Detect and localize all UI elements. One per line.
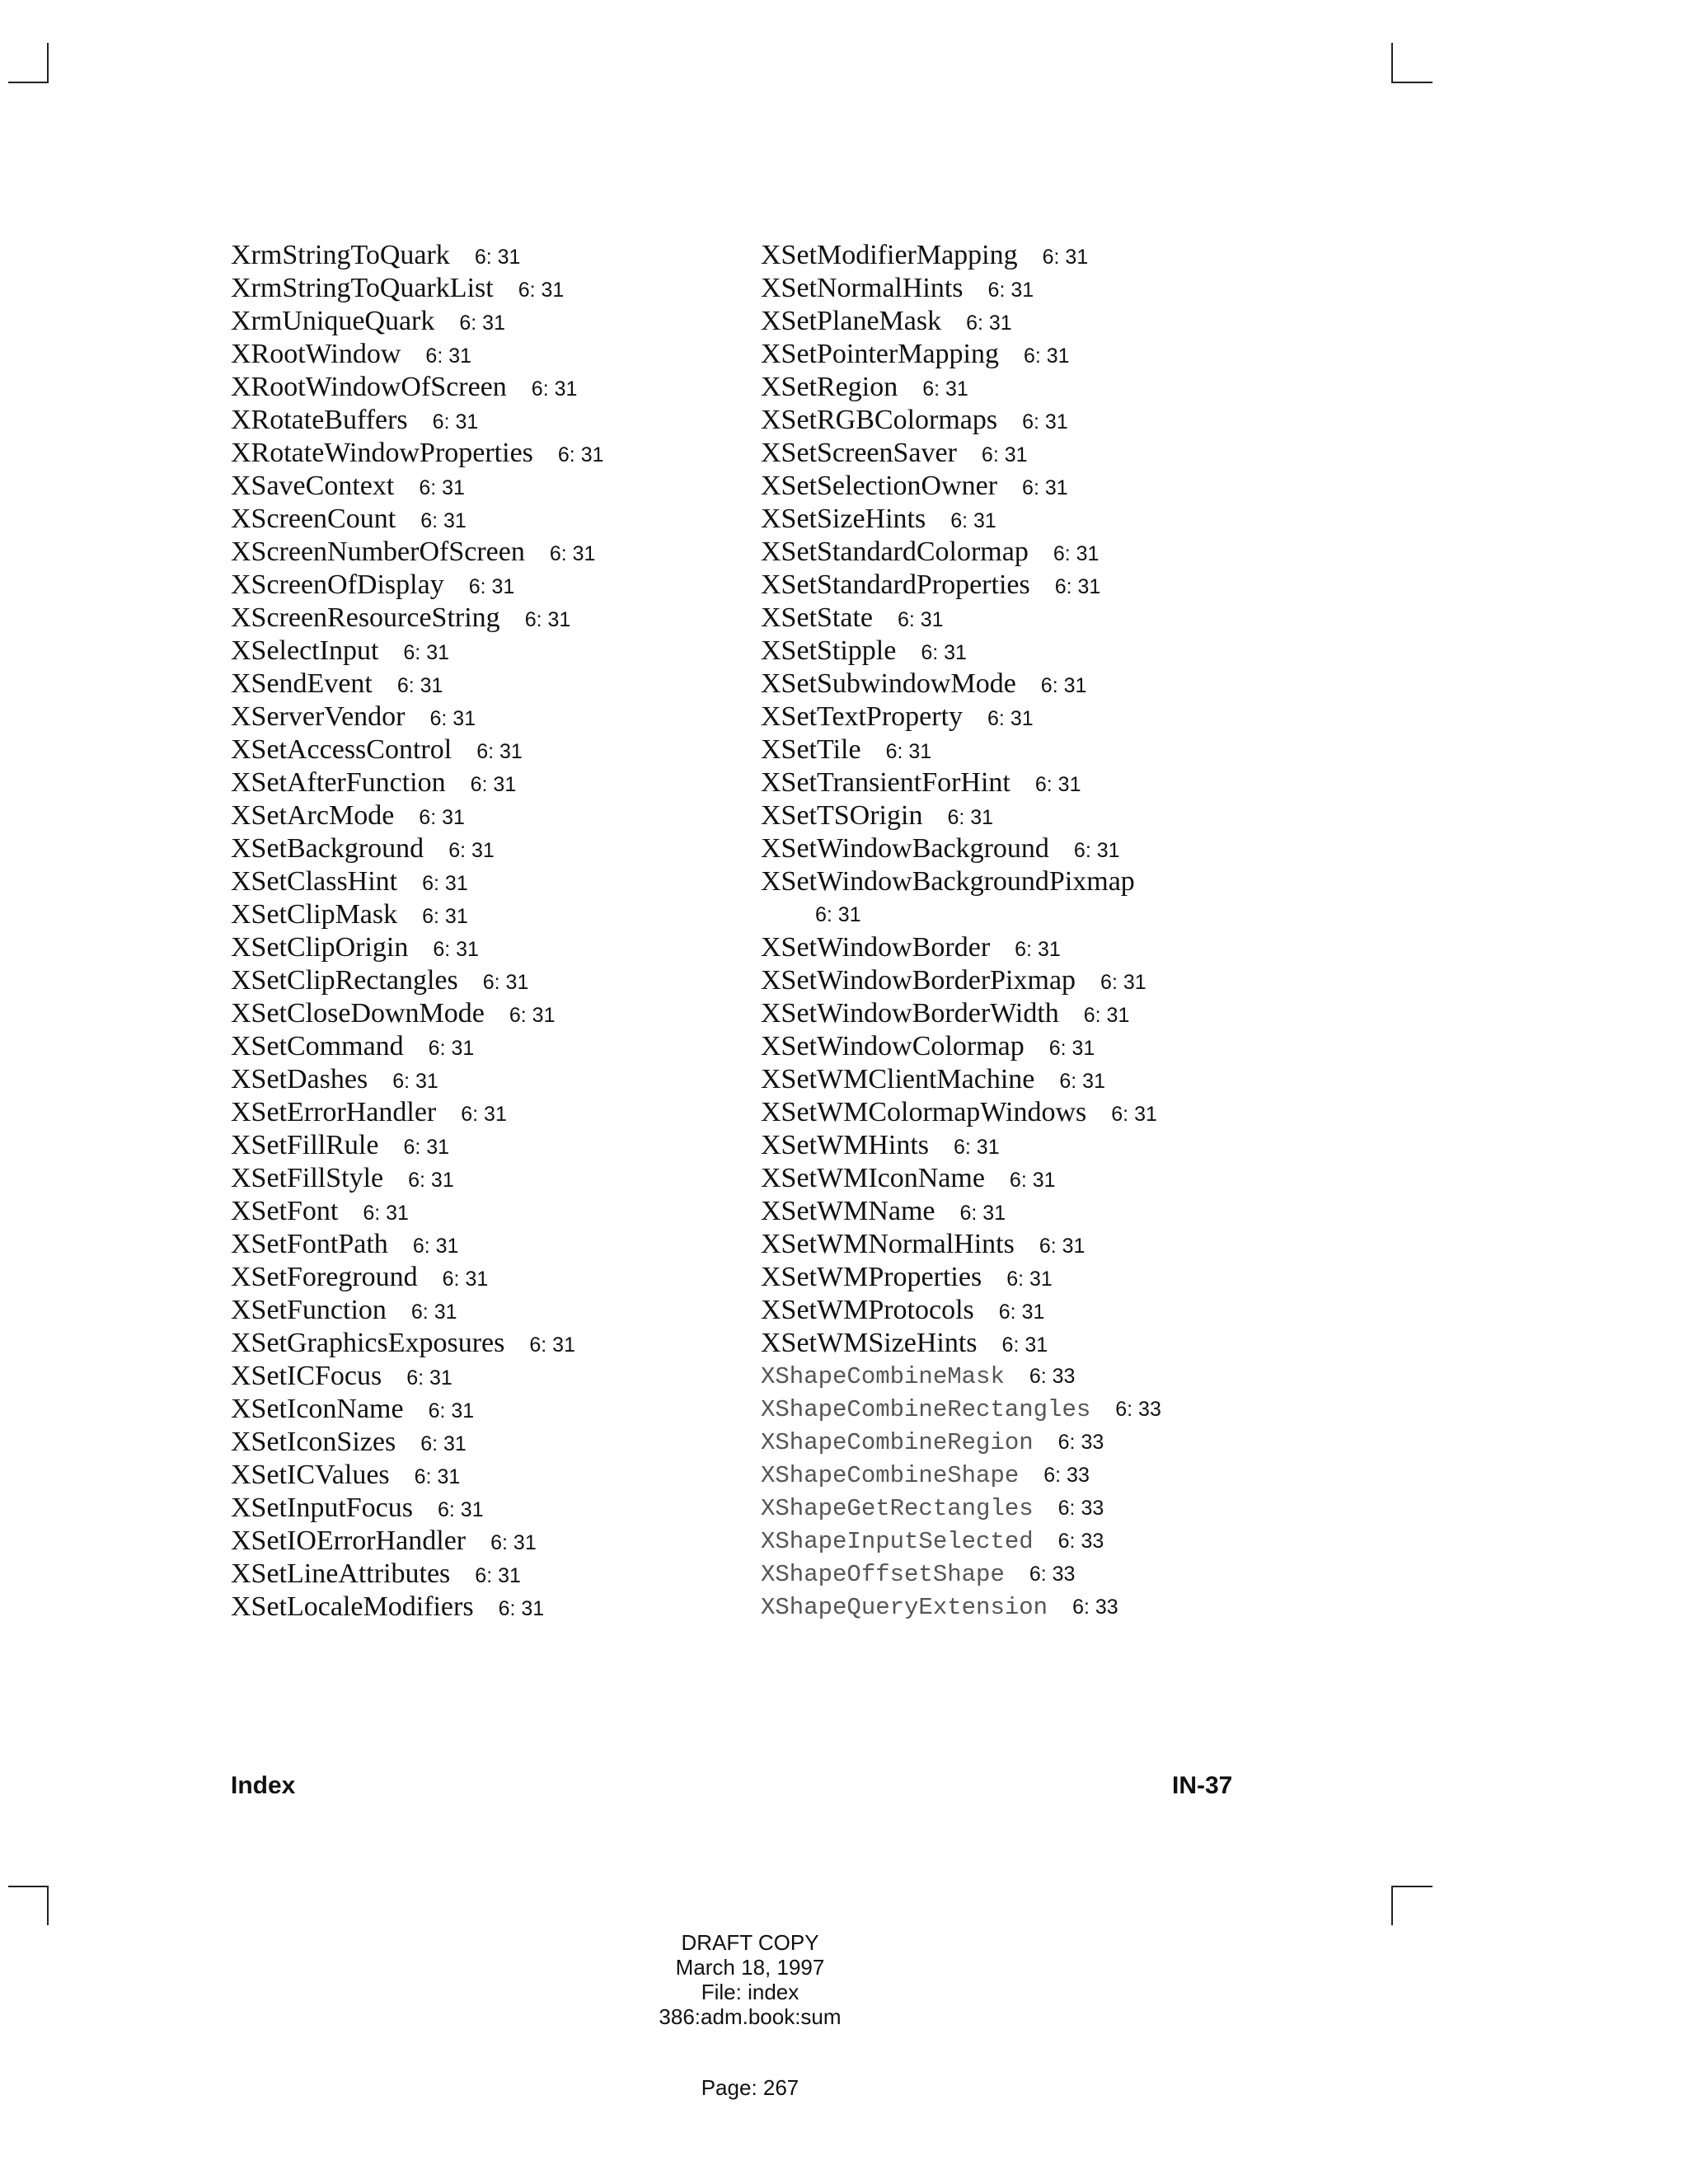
index-entry-name: XSetModifierMapping bbox=[761, 240, 1018, 270]
index-entry-name: XSetStandardColormap bbox=[761, 537, 1029, 567]
index-entry-name: XShapeCombineMask bbox=[761, 1363, 1005, 1390]
index-entry-page: 6: 31 bbox=[1053, 542, 1100, 565]
index-entry bbox=[231, 1426, 742, 1459]
index-entry bbox=[761, 569, 1470, 602]
index-entry-name: XSetAccessControl bbox=[231, 734, 452, 765]
footer-section-label: Index bbox=[231, 1772, 296, 1799]
index-entry-page: 6: 31 bbox=[414, 1465, 461, 1488]
index-entry-name: XrmUniqueQuark bbox=[231, 306, 435, 336]
index-entry-page: 6: 31 bbox=[1023, 344, 1070, 368]
index-entry-page: 6: 31 bbox=[498, 1597, 545, 1620]
index-entry bbox=[761, 766, 1470, 799]
index-entry bbox=[231, 1096, 742, 1129]
index-entry-name: XSetErrorHandler bbox=[231, 1097, 437, 1127]
index-entry-name: XRotateWindowProperties bbox=[231, 438, 533, 468]
index-entry-name: XSetState bbox=[761, 602, 873, 633]
index-entry-page: 6: 33 bbox=[1115, 1398, 1161, 1421]
index-entry bbox=[231, 470, 742, 503]
index-entry bbox=[231, 832, 742, 865]
index-entry-page: 6: 31 bbox=[1001, 1333, 1048, 1357]
index-entry-name: XSetWMIconName bbox=[761, 1163, 985, 1193]
index-entry-name: XSetStandardProperties bbox=[761, 569, 1030, 600]
index-entry bbox=[761, 1393, 1470, 1426]
index-column-right bbox=[761, 239, 1470, 1624]
index-entry-name: XSetLineAttributes bbox=[231, 1558, 451, 1589]
index-entry-page: 6: 31 bbox=[396, 674, 443, 697]
index-entry-name: XSetFillRule bbox=[231, 1130, 379, 1160]
index-entry-page: 6: 31 bbox=[476, 740, 523, 763]
index-entry-page: 6: 31 bbox=[1040, 674, 1087, 697]
index-entry-page: 6: 31 bbox=[470, 773, 517, 796]
index-entry-name: XSetFillStyle bbox=[231, 1163, 384, 1193]
index-entry-name: XSetSelectionOwner bbox=[761, 471, 998, 501]
index-entry bbox=[231, 997, 742, 1030]
index-entry-page: 6: 31 bbox=[468, 575, 515, 598]
crop-mark-top-right-vertical bbox=[1391, 43, 1393, 82]
index-entry bbox=[231, 668, 742, 701]
index-entry-page: 6: 31 bbox=[1100, 971, 1146, 994]
index-entry-page: 6: 31 bbox=[815, 903, 861, 926]
draft-date-line: March 18, 1997 bbox=[675, 1955, 825, 1980]
index-entry-name: XSetWindowBackground bbox=[761, 833, 1049, 864]
crop-mark-bottom-left-horizontal bbox=[8, 1886, 49, 1887]
index-entry-page: 6: 31 bbox=[1022, 476, 1068, 499]
index-entry bbox=[231, 1129, 742, 1162]
index-entry-name: XSetWMHints bbox=[761, 1130, 929, 1160]
index-entry-page: 6: 33 bbox=[1072, 1596, 1118, 1619]
index-entry-name: XSetSubwindowMode bbox=[761, 668, 1016, 699]
index-entry-name: XSetTransientForHint bbox=[761, 767, 1010, 798]
index-entry-name: XShapeQueryExtension bbox=[761, 1594, 1048, 1621]
index-entry-page: 6: 31 bbox=[524, 608, 571, 631]
index-entry bbox=[231, 1327, 742, 1360]
crop-mark-bottom-right-horizontal bbox=[1391, 1886, 1432, 1887]
index-entry bbox=[761, 1459, 1470, 1492]
index-entry-page: 6: 31 bbox=[363, 1202, 409, 1225]
index-entry-name: XRotateBuffers bbox=[231, 405, 408, 435]
index-entry-page: 6: 31 bbox=[998, 1301, 1045, 1324]
index-entry-page: 6: 31 bbox=[422, 905, 468, 928]
index-entry-page: 6: 31 bbox=[420, 1432, 467, 1455]
index-entry-name: XSetDashes bbox=[231, 1064, 368, 1094]
crop-mark-top-left-horizontal bbox=[8, 82, 49, 83]
index-entry-name: XSetTSOrigin bbox=[761, 800, 923, 831]
index-entry-name: XScreenOfDisplay bbox=[231, 569, 444, 600]
index-entry-name: XSetClipOrigin bbox=[231, 932, 409, 963]
index-entry bbox=[761, 536, 1470, 569]
index-entry bbox=[761, 1261, 1470, 1294]
index-entry bbox=[761, 1492, 1470, 1525]
index-entry-name: XSetScreenSaver bbox=[761, 438, 957, 468]
index-entry-name: XSetWMProtocols bbox=[761, 1295, 974, 1325]
index-entry bbox=[231, 1162, 742, 1195]
index-entry bbox=[761, 272, 1470, 305]
index-entry bbox=[231, 733, 742, 766]
index-entry bbox=[761, 503, 1470, 536]
index-entry-name: XSetPlaneMask bbox=[761, 306, 942, 336]
index-entry-name: XSetIconName bbox=[231, 1394, 404, 1424]
index-entry-name: XSetWindowBorder bbox=[761, 932, 991, 963]
index-entry bbox=[761, 1228, 1470, 1261]
index-entry bbox=[761, 404, 1470, 437]
index-entry bbox=[761, 1063, 1470, 1096]
index-entry-page: 6: 31 bbox=[438, 1498, 484, 1521]
index-entry-page: 6: 31 bbox=[959, 1202, 1006, 1225]
index-entry-page: 6: 31 bbox=[1054, 575, 1101, 598]
crop-mark-bottom-left-vertical bbox=[47, 1886, 49, 1925]
index-entry bbox=[761, 470, 1470, 503]
index-entry-page: 6: 31 bbox=[1059, 1070, 1105, 1093]
index-entry bbox=[231, 1294, 742, 1327]
index-entry-page: 6: 31 bbox=[954, 1136, 1000, 1159]
index-entry-name: XSetICValues bbox=[231, 1460, 390, 1490]
draft-info bbox=[585, 1930, 915, 2029]
index-entry-page: 6: 31 bbox=[442, 1268, 489, 1291]
index-entry bbox=[231, 1195, 742, 1228]
index-entry-name: XSetNormalHints bbox=[761, 273, 964, 303]
index-entry bbox=[761, 668, 1470, 701]
index-entry-name: XSetFont bbox=[231, 1196, 339, 1226]
index-entry-page: 6: 31 bbox=[1039, 1235, 1085, 1258]
index-entry bbox=[761, 1360, 1470, 1393]
index-entry-name: XSetClipRectangles bbox=[231, 965, 458, 996]
index-entry-page: 6: 31 bbox=[459, 312, 505, 335]
index-entry bbox=[761, 799, 1470, 832]
index-entry-page: 6: 31 bbox=[950, 509, 996, 532]
index-entry bbox=[231, 1558, 742, 1591]
index-entry-page: 6: 33 bbox=[1043, 1464, 1090, 1487]
index-entry bbox=[761, 1195, 1470, 1228]
index-entry-name: XSaveContext bbox=[231, 471, 395, 501]
index-entry bbox=[231, 338, 742, 371]
index-entry bbox=[231, 1360, 742, 1393]
index-entry-page: 6: 31 bbox=[432, 410, 479, 434]
index-entry-name: XServerVendor bbox=[231, 701, 406, 732]
index-entry-page: 6: 31 bbox=[1034, 773, 1081, 796]
index-entry-page: 6: 31 bbox=[474, 246, 521, 269]
index-entry bbox=[231, 635, 742, 668]
index-entry-name: XSetRegion bbox=[761, 372, 898, 402]
index-entry bbox=[761, 865, 1470, 931]
index-entry-name: XShapeOffsetShape bbox=[761, 1561, 1005, 1588]
index-entry-name: XShapeCombineShape bbox=[761, 1462, 1020, 1489]
index-column-left bbox=[231, 239, 742, 1624]
index-entry bbox=[761, 602, 1470, 635]
index-entry-page: 6: 31 bbox=[981, 443, 1028, 466]
index-entry-name: XSetSizeHints bbox=[761, 504, 926, 534]
index-entry-page: 6: 31 bbox=[420, 509, 467, 532]
index-entry-name: XRootWindow bbox=[231, 339, 401, 369]
index-entry-page: 6: 31 bbox=[403, 641, 450, 664]
index-entry-name: XScreenCount bbox=[231, 504, 396, 534]
index-entry bbox=[761, 1096, 1470, 1129]
index-entry bbox=[761, 1294, 1470, 1327]
index-entry bbox=[761, 964, 1470, 997]
index-entry-name: XShapeGetRectangles bbox=[761, 1495, 1034, 1522]
index-entry bbox=[761, 997, 1470, 1030]
index-entry-name: XSetWMName bbox=[761, 1196, 935, 1226]
index-entry-page: 6: 31 bbox=[1009, 1169, 1056, 1192]
index-entry bbox=[761, 832, 1470, 865]
index-entry-name: XSetStipple bbox=[761, 635, 897, 666]
index-entry-page: 6: 33 bbox=[1029, 1563, 1076, 1586]
index-entry bbox=[231, 701, 742, 733]
index-entry bbox=[761, 701, 1470, 733]
index-entry bbox=[231, 1228, 742, 1261]
index-entry-page: 6: 31 bbox=[429, 707, 476, 730]
index-entry bbox=[231, 1030, 742, 1063]
index-entry-name: XSelectInput bbox=[231, 635, 379, 666]
index-entry bbox=[231, 964, 742, 997]
index-entry-page: 6: 31 bbox=[922, 377, 968, 401]
index-entry bbox=[761, 437, 1470, 470]
index-entry-name: XSetWMProperties bbox=[761, 1262, 982, 1292]
index-entry-name: XSetWindowColormap bbox=[761, 1031, 1025, 1062]
index-entry-page: 6: 31 bbox=[921, 641, 967, 664]
index-entry-name: XSetBackground bbox=[231, 833, 424, 864]
index-entry bbox=[761, 1162, 1470, 1195]
index-entry-page: 6: 31 bbox=[475, 1564, 521, 1587]
index-entry-page: 6: 31 bbox=[1022, 410, 1068, 434]
index-entry bbox=[761, 931, 1470, 964]
index-entry-name: XSetFontPath bbox=[231, 1229, 388, 1259]
index-entry-page: 6: 31 bbox=[531, 377, 578, 401]
index-entry-page: 6: 31 bbox=[1042, 246, 1089, 269]
index-entry-page: 6: 31 bbox=[557, 443, 604, 466]
index-entry bbox=[761, 1558, 1470, 1591]
index-entry-page: 6: 31 bbox=[425, 344, 472, 368]
index-entry bbox=[231, 1591, 742, 1624]
index-entry-name: XSetLocaleModifiers bbox=[231, 1591, 474, 1622]
index-entry bbox=[761, 239, 1470, 272]
index-entry-page: 6: 31 bbox=[490, 1531, 537, 1554]
index-entry bbox=[231, 602, 742, 635]
crop-mark-top-right-horizontal bbox=[1391, 82, 1432, 83]
index-entry-name: XSetPointerMapping bbox=[761, 339, 999, 369]
index-entry bbox=[231, 404, 742, 437]
index-entry-name: XScreenNumberOfScreen bbox=[231, 537, 525, 567]
index-entry-page: 6: 31 bbox=[509, 1004, 556, 1027]
index-entry-page: 6: 31 bbox=[897, 608, 944, 631]
index-entry bbox=[231, 799, 742, 832]
index-entry bbox=[231, 865, 742, 898]
index-entry-name: XSetArcMode bbox=[231, 800, 395, 831]
index-entry bbox=[231, 1063, 742, 1096]
index-entry bbox=[761, 1525, 1470, 1558]
index-entry-page: 6: 31 bbox=[549, 542, 596, 565]
index-entry bbox=[231, 437, 742, 470]
index-entry-name: XScreenResourceString bbox=[231, 602, 500, 633]
index-entry-page: 6: 31 bbox=[428, 1399, 475, 1422]
index-entry-page: 6: 31 bbox=[406, 1366, 452, 1390]
index-entry-page: 6: 31 bbox=[987, 279, 1034, 302]
index-entry-name: XSetTextProperty bbox=[761, 701, 964, 732]
index-entry bbox=[231, 1492, 742, 1525]
index-entry-page: 6: 31 bbox=[403, 1136, 450, 1159]
index-entry-name: XShapeInputSelected bbox=[761, 1528, 1034, 1555]
index-entry-page: 6: 31 bbox=[1015, 938, 1061, 961]
index-entry bbox=[231, 898, 742, 931]
index-entry bbox=[231, 503, 742, 536]
index-entry bbox=[761, 1591, 1470, 1624]
index-entry-name: XSetForeground bbox=[231, 1262, 418, 1292]
index-entry-name: XSetCommand bbox=[231, 1031, 404, 1062]
index-entry-name: XSetClassHint bbox=[231, 866, 398, 897]
index-entry-name: XSetICFocus bbox=[231, 1361, 382, 1391]
index-entry bbox=[231, 1525, 742, 1558]
index-entry bbox=[761, 371, 1470, 404]
index-entry-name: XSetGraphicsExposures bbox=[231, 1328, 505, 1358]
index-entry-page: 6: 31 bbox=[966, 312, 1012, 335]
footer-page-label: IN-37 bbox=[1172, 1772, 1233, 1799]
index-entry-name: XShapeCombineRectangles bbox=[761, 1396, 1091, 1423]
index-entry bbox=[231, 1393, 742, 1426]
index-entry bbox=[231, 569, 742, 602]
index-entry bbox=[761, 1030, 1470, 1063]
index-entry bbox=[231, 239, 742, 272]
index-entry-name: XSetCloseDownMode bbox=[231, 998, 485, 1029]
index-entry-name: XSendEvent bbox=[231, 668, 373, 699]
index-entry-name: XSetWindowBackgroundPixmap bbox=[761, 866, 1135, 897]
index-entry-name: XSetFunction bbox=[231, 1295, 387, 1325]
index-entry-name: XSetWMClientMachine bbox=[761, 1064, 1035, 1094]
index-entry-page: 6: 31 bbox=[1006, 1268, 1053, 1291]
index-entry-name: XSetRGBColormaps bbox=[761, 405, 998, 435]
index-entry-name: XSetClipMask bbox=[231, 899, 398, 930]
index-entry-page: 6: 31 bbox=[885, 740, 932, 763]
index-entry bbox=[761, 1426, 1470, 1459]
index-entry-page: 6: 31 bbox=[422, 872, 468, 895]
index-entry-page: 6: 31 bbox=[1073, 839, 1120, 862]
index-entry-page: 6: 31 bbox=[1083, 1004, 1130, 1027]
index-entry-name: XSetIconSizes bbox=[231, 1427, 396, 1457]
index-entry bbox=[761, 338, 1470, 371]
index-entry bbox=[231, 536, 742, 569]
index-entry-name: XSetAfterFunction bbox=[231, 767, 446, 798]
index-entry-name: XSetWMSizeHints bbox=[761, 1328, 978, 1358]
index-entry-page: 6: 31 bbox=[419, 476, 465, 499]
index-entry bbox=[231, 305, 742, 338]
index-entry-page: 6: 31 bbox=[433, 938, 479, 961]
index-entry-name: XSetWMColormapWindows bbox=[761, 1097, 1087, 1127]
index-entry bbox=[761, 305, 1470, 338]
index-entry-page: 6: 31 bbox=[482, 971, 529, 994]
draft-file-line: File: index bbox=[701, 1980, 799, 2004]
index-entry-page: 6: 31 bbox=[412, 1235, 459, 1258]
crop-mark-bottom-right-vertical bbox=[1391, 1886, 1393, 1925]
index-entry-page: 6: 31 bbox=[947, 806, 994, 829]
index-entry-page: 6: 31 bbox=[1048, 1037, 1095, 1060]
index-entry-name: XRootWindowOfScreen bbox=[231, 372, 507, 402]
index-entry bbox=[761, 1129, 1470, 1162]
index-entry-page: 6: 31 bbox=[529, 1333, 575, 1357]
index-entry bbox=[761, 635, 1470, 668]
index-entry bbox=[231, 931, 742, 964]
index-entry-name: XSetWindowBorderWidth bbox=[761, 998, 1059, 1029]
index-entry-page: 6: 31 bbox=[1111, 1103, 1157, 1126]
index-entry bbox=[231, 766, 742, 799]
index-entry-page: 6: 31 bbox=[518, 279, 565, 302]
index-entry bbox=[761, 1327, 1470, 1360]
index-entry-name: XrmStringToQuark bbox=[231, 240, 450, 270]
index-entry bbox=[231, 1261, 742, 1294]
index-entry-page: 6: 31 bbox=[448, 839, 495, 862]
index-entry bbox=[231, 1459, 742, 1492]
index-entry-page: 6: 33 bbox=[1057, 1497, 1104, 1520]
index-entry-page: 6: 33 bbox=[1057, 1431, 1104, 1454]
index-entry-page: 6: 31 bbox=[987, 707, 1034, 730]
index-entry-name: XSetInputFocus bbox=[231, 1493, 413, 1523]
index-entry-page: 6: 31 bbox=[461, 1103, 507, 1126]
index-entry-name: XShapeCombineRegion bbox=[761, 1429, 1034, 1456]
index-entry-page: 6: 33 bbox=[1057, 1530, 1104, 1553]
index-entry-page: 6: 31 bbox=[419, 806, 465, 829]
index-entry-name: XrmStringToQuarkList bbox=[231, 273, 494, 303]
index-entry-page: 6: 31 bbox=[392, 1070, 438, 1093]
index-entry-name: XSetWindowBorderPixmap bbox=[761, 965, 1076, 996]
index-entry bbox=[761, 733, 1470, 766]
index-entry-page: 6: 31 bbox=[408, 1169, 454, 1192]
index-entry-name: XSetWMNormalHints bbox=[761, 1229, 1015, 1259]
draft-book-line: 386:adm.book:sum bbox=[659, 2004, 842, 2029]
index-entry-page: 6: 33 bbox=[1029, 1365, 1076, 1388]
page-number: Page: 267 bbox=[701, 2075, 799, 2100]
crop-mark-top-left-vertical bbox=[47, 43, 49, 82]
index-entry bbox=[231, 272, 742, 305]
index-entry bbox=[231, 371, 742, 404]
draft-copy-line: DRAFT COPY bbox=[681, 1930, 819, 1955]
index-entry-page: 6: 31 bbox=[428, 1037, 475, 1060]
index-entry-name: XSetIOErrorHandler bbox=[231, 1526, 467, 1556]
index-entry-name: XSetTile bbox=[761, 734, 861, 765]
index-entry-page: 6: 31 bbox=[410, 1301, 457, 1324]
